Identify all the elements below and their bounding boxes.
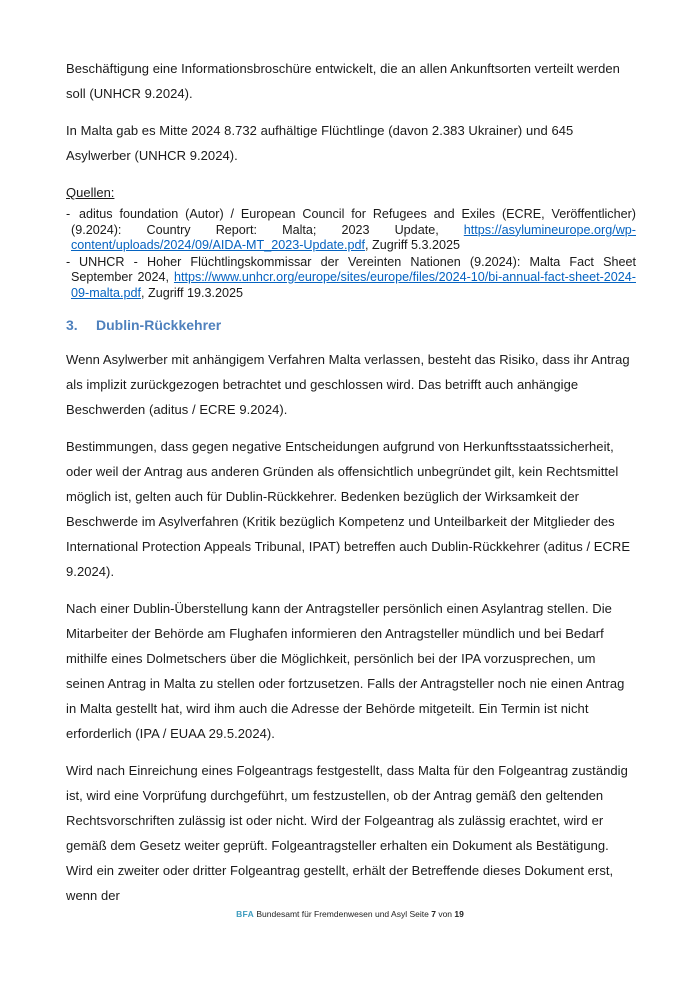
source-item (66, 207, 636, 254)
source-link[interactable]: https://www.unhcr.org/europe/sites/europe/files/2024-10/bi-annual-fact-sheet-2024-09-malta.pdf (71, 270, 636, 300)
source-link[interactable]: https://asylumineurope.org/wp-content/uploads/2024/09/AIDA-MT_2023-Update.pdf (71, 222, 636, 252)
section-title: Dublin-Rückkehrer (96, 317, 222, 333)
sources-label (66, 180, 636, 205)
list-bullet: - (66, 254, 71, 269)
footer-page-total: 19 (454, 909, 464, 919)
source-text-post: , Zugriff 19.3.2025 (141, 285, 244, 300)
list-bullet: - (66, 207, 71, 221)
section-heading (66, 316, 636, 334)
paragraph-body-1: Wenn Asylwerber mit anhängigem Verfahren Malta verlassen, besteht das Risiko, dass ihr Antrag als implizit zurückgezogen betrachtet und geschlossen wird. Das betrifft auch anhängige Beschwerden (aditus / ECRE 9.2024). (66, 352, 630, 417)
source-text-pre: UNHCR - Hoher Flüchtlingskommissar der Vereinten Nationen (9.2024): Malta Fact Sheet September 2024, (71, 254, 636, 284)
section-number: 3. (66, 317, 78, 333)
footer-department-text: Bundesamt für Fremdenwesen und Asyl Seite (256, 909, 429, 919)
paragraph-body-2: Bestimmungen, dass gegen negative Entscheidungen aufgrund von Herkunftsstaatssicherheit, oder weil der Antrag aus anderen Gründen als offensichtlich unbegründet gilt, kein Rechtsmittel möglich ist, gelten auch für Dublin-Rückkehrer. Bedenken bezüglich der Wirksamkeit der Beschwerde im Asylverfahren (Kritik bezüglich Kompetenz und Unteilbarkeit der Mitglieder des International Protection Appeals Tribunal, IPAT) betreffen auch Dublin-Rückkehrer (aditus / ECRE 9.2024). (66, 439, 631, 579)
source-item (66, 255, 636, 302)
sources-label-text: Quellen: (66, 185, 115, 200)
source-text-post: , Zugriff 5.3.2025 (365, 238, 461, 252)
page-footer (0, 909, 700, 920)
paragraph-body-4: Wird nach Einreichung eines Folgeantrags festgestellt, dass Malta für den Folgeantrag zuständig ist, wird eine Vorprüfung durchgeführt, um festzustellen, ob der Antrag gemäß den geltenden Rechtsvorschriften zulässig ist oder nicht. Wird der Folgeantrag als zulässig erachtet, wird er gemäß dem Gesetz weiter geprüft. Folgeantragsteller erhalten ein Dokument als Bestätigung. Wird ein zweiter oder dritter Folgeantrag gestellt, erhält der Betreffende dieses Dokument erst, wenn der (66, 763, 628, 903)
bfa-brand: BFA (236, 909, 255, 919)
paragraph-intro-1: Beschäftigung eine Informationsbroschüre entwickelt, die an allen Ankunftsorten verteilt werden soll (UNHCR 9.2024). (66, 61, 620, 101)
footer-separator: von (438, 909, 453, 919)
paragraph-body-3: Nach einer Dublin-Überstellung kann der Antragsteller persönlich einen Asylantrag stellen. Die Mitarbeiter der Behörde am Flughafen informieren den Antragsteller mündlich und bei Bedarf mithilfe eines Dolmetschers über die Möglichkeit, persönlich bei der IPA vorzusprechen, um seinen Antrag in Malta zu stellen oder fortzusetzen. Falls der Antragsteller noch nie einen Antrag in Malta gestellt hat, wird ihm auch die Adresse der Behörde mitgeteilt. Ein Termin ist nicht erforderlich (IPA / EUAA 29.5.2024). (66, 601, 625, 741)
paragraph-intro-2: In Malta gab es Mitte 2024 8.732 aufhältige Flüchtlinge (davon 2.383 Ukrainer) und 645 Asylwerber (UNHCR 9.2024). (66, 123, 574, 163)
footer-page-number: 7 (431, 909, 436, 919)
source-text-pre: aditus foundation (Autor) / European Council for Refugees and Exiles (ECRE, Veröffentlicher) (9.2024): Country Report: Malta; 2023 Update, (71, 207, 636, 237)
